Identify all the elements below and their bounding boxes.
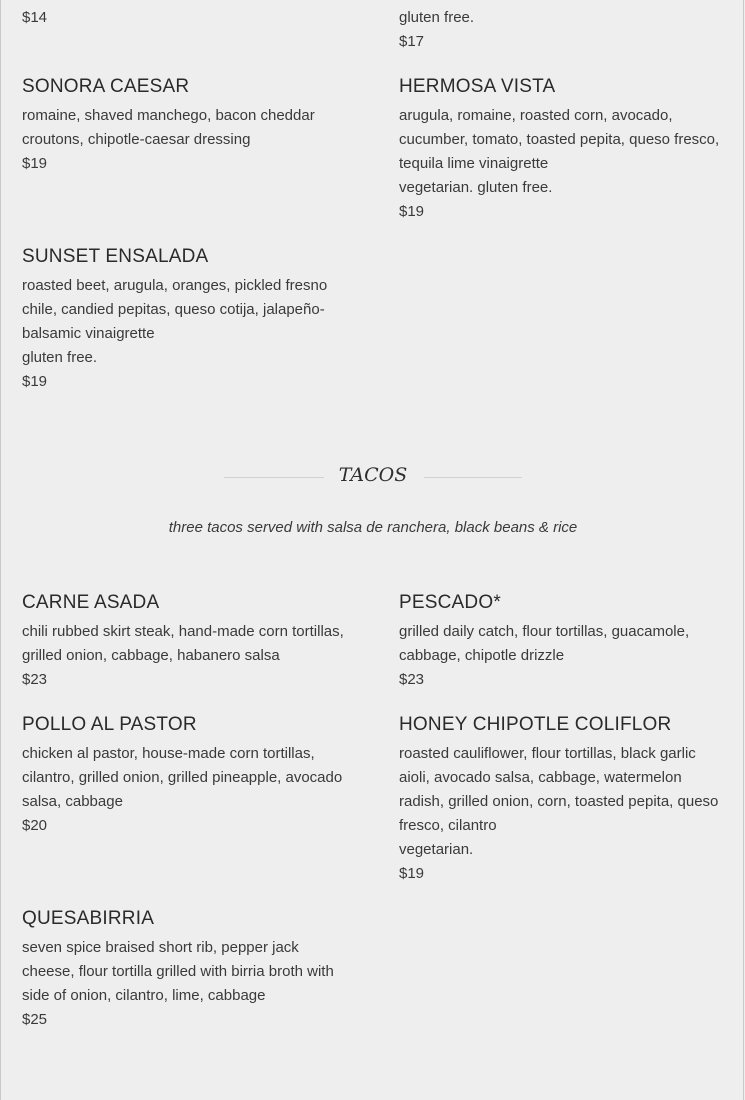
menu-item	[22, 713, 352, 838]
menu-item	[399, 591, 729, 692]
item-price: $25	[22, 1011, 48, 1028]
menu-item	[399, 713, 729, 886]
section-header	[1, 460, 745, 494]
item-name: SONORA CAESAR	[22, 76, 190, 97]
item-price: $19	[22, 155, 48, 172]
item-description: chili rubbed skirt steak, hand-made corn tortillas, grilled onion, cabbage, habanero salsa	[22, 623, 344, 664]
section-title: TACOS	[338, 464, 408, 486]
item-description: chicken al pastor, house-made corn tortillas, cilantro, grilled onion, grilled pineapple, avocado salsa, cabbage	[22, 745, 343, 810]
item-name: QUESABIRRIA	[22, 908, 155, 929]
menu-item	[399, 75, 729, 224]
item-note: vegetarian.	[399, 841, 474, 858]
item-name: PESCADO*	[399, 592, 501, 613]
item-name: SUNSET ENSALADA	[22, 246, 209, 267]
divider	[424, 477, 522, 478]
item-note: gluten free.	[22, 349, 98, 366]
menu-item	[22, 245, 352, 394]
item-price: $19	[22, 373, 48, 390]
item-price: $19	[399, 203, 425, 220]
item-name: HERMOSA VISTA	[399, 76, 556, 97]
item-name: HONEY CHIPOTLE COLIFLOR	[399, 714, 672, 735]
prev-item-price: $14	[22, 9, 48, 26]
item-name: CARNE ASADA	[22, 592, 160, 613]
item-note: vegetarian. gluten free.	[399, 179, 553, 196]
item-description: roasted beet, arugula, oranges, pickled fresno chile, candied pepitas, queso cotija, jalapeño-balsamic vinaigrette	[22, 277, 328, 342]
item-description: romaine, shaved manchego, bacon cheddar croutons, chipotle-caesar dressing	[22, 107, 315, 148]
item-price: $23	[22, 671, 48, 688]
item-name: POLLO AL PASTOR	[22, 714, 197, 735]
menu-item	[22, 907, 352, 1032]
item-price: $19	[399, 865, 425, 882]
section-subtitle: three tacos served with salsa de ranchera, black beans & rice	[168, 519, 578, 536]
item-price: $23	[399, 671, 425, 688]
menu-item	[22, 591, 352, 692]
item-description: arugula, romaine, roasted corn, avocado, cucumber, tomato, toasted pepita, queso fresco, tequila lime vinaigrette	[399, 107, 720, 172]
prev-item-price: $17	[399, 33, 425, 50]
item-description: grilled daily catch, flour tortillas, guacamole, cabbage, chipotle drizzle	[399, 623, 690, 664]
item-description: seven spice braised short rib, pepper jack cheese, flour tortilla grilled with birria broth with side of onion, cilantro, lime, cabbage	[22, 939, 334, 1004]
prev-item-note: gluten free.	[399, 9, 475, 26]
item-description: roasted cauliflower, flour tortillas, black garlic aioli, avocado salsa, cabbage, watermelon radish, grilled onion, corn, toasted pepita, queso fresco, cilantro	[399, 745, 719, 834]
menu-item	[22, 75, 352, 176]
item-price: $20	[22, 817, 48, 834]
